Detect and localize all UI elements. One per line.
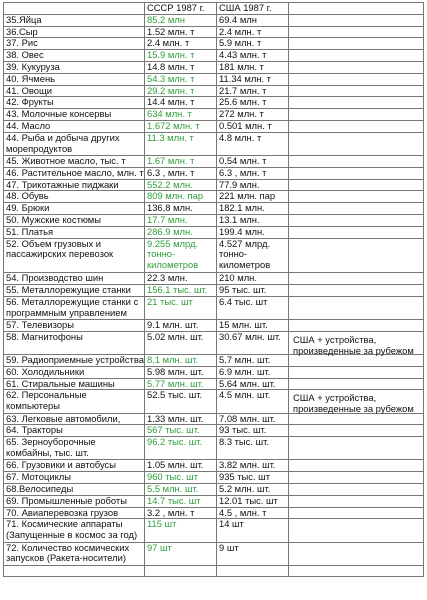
table-row: [4, 14, 424, 26]
note-cell: [289, 428, 424, 440]
usa-value-cell: 6.3 , млн. т: [217, 167, 289, 179]
ussr-value-cell: 136,8 млн.: [145, 203, 217, 215]
usa-value-cell: 7.08 млн. шт.: [217, 413, 289, 425]
note-cell: [289, 53, 424, 65]
note-cell: [289, 206, 424, 218]
ussr-value-cell: 15.9 млн. т: [145, 50, 217, 62]
usa-value-cell: [217, 565, 289, 577]
usa-value-cell: 221 млн. пар: [217, 191, 289, 203]
note-cell: [289, 194, 424, 206]
usa-value-cell: 15 млн. шт.: [217, 320, 289, 332]
note-cell: [289, 229, 424, 241]
note-cell: [289, 299, 424, 322]
usa-value-cell: 210 млн.: [217, 273, 289, 285]
ussr-value-cell: 5.02 млн. шт.: [145, 331, 217, 354]
indicator-cell: 44. Рыба и добыча других морепродуктов: [4, 132, 145, 155]
indicator-cell: 66. Грузовики и автобусы: [4, 460, 145, 472]
note-cell: [289, 276, 424, 288]
table-row: [4, 331, 424, 354]
indicator-cell: 48. Обувь: [4, 191, 145, 203]
ussr-value-cell: 17.7 млн.: [145, 214, 217, 226]
usa-value-cell: 0.54 млн. т: [217, 155, 289, 167]
usa-value-cell: 13.1 млн.: [217, 214, 289, 226]
indicator-cell: 38. Овес: [4, 50, 145, 62]
usa-value-cell: 69.4 млн: [217, 14, 289, 26]
note-cell: [289, 568, 424, 580]
indicator-cell: 58. Магнитофоны: [4, 331, 145, 354]
usa-value-cell: 4.43 млн. т: [217, 50, 289, 62]
ussr-value-cell: 14.7 тыс. шт: [145, 495, 217, 507]
comparison-table: [3, 2, 424, 577]
ussr-value-cell: 1.05 млн. шт.: [145, 460, 217, 472]
note-cell: [289, 440, 424, 463]
usa-value-cell: 199.4 млн.: [217, 226, 289, 238]
usa-value-cell: 5.7 млн. шт.: [217, 355, 289, 367]
indicator-cell: 61. Стиральные машины: [4, 378, 145, 390]
table-row: [4, 437, 424, 460]
note-cell: [289, 17, 424, 29]
usa-value-cell: 5.9 млн. т: [217, 38, 289, 50]
indicator-cell: 43. Молочные консервы: [4, 109, 145, 121]
ussr-value-cell: 286.9 млн.: [145, 226, 217, 238]
ussr-value-cell: 960 тыс. шт: [145, 472, 217, 484]
ussr-value-cell: 5.98 млн. шт.: [145, 366, 217, 378]
note-cell: [289, 323, 424, 335]
ussr-value-cell: 1.672 млн. т: [145, 120, 217, 132]
note-cell: [289, 241, 424, 276]
indicator-cell: 54. Производство шин: [4, 273, 145, 285]
indicator-cell: 36.Сыр: [4, 26, 145, 38]
note-cell: [289, 135, 424, 158]
usa-value-cell: 6.9 млн. шт.: [217, 366, 289, 378]
note-cell: [289, 112, 424, 124]
comparison-table-container: [3, 2, 423, 577]
usa-value-cell: 2.4 млн. т: [217, 26, 289, 38]
header-note-cell: [289, 3, 424, 15]
indicator-cell: 51. Платья: [4, 226, 145, 238]
note-cell: [289, 41, 424, 53]
usa-value-cell: 935 тыс. шт: [217, 472, 289, 484]
note-cell: [289, 29, 424, 41]
ussr-value-cell: 21 тыс. шт: [145, 296, 217, 319]
note-cell: [289, 475, 424, 487]
ussr-value-cell: 11.3 млн. т: [145, 132, 217, 155]
table-body: [4, 14, 424, 577]
indicator-cell: 65. Зерноуборочные комбайны, тыс. шт.: [4, 437, 145, 460]
header-ussr: СССР 1987 г.: [145, 3, 217, 15]
ussr-value-cell: 1.67 млн. т: [145, 155, 217, 167]
note-cell: США + устройства, произведенные за рубежом: [289, 393, 424, 416]
ussr-value-cell: 8.1 млн. шт.: [145, 355, 217, 367]
ussr-value-cell: 156.1 тыс. шт.: [145, 285, 217, 297]
note-cell: [289, 522, 424, 545]
table-row: [4, 238, 424, 273]
indicator-cell: 44. Масло: [4, 120, 145, 132]
usa-value-cell: 21.7 млн. т: [217, 85, 289, 97]
ussr-value-cell: 1.52 млн. т: [145, 26, 217, 38]
note-cell: [289, 416, 424, 428]
table-row: [4, 296, 424, 319]
usa-value-cell: 4.5 млн. шт.: [217, 390, 289, 413]
indicator-cell: 56. Металлорежущие станки с программным управлением: [4, 296, 145, 319]
indicator-cell: 45. Животное масло, тыс. т: [4, 155, 145, 167]
note-cell: [289, 123, 424, 135]
note-cell: [289, 182, 424, 194]
note-cell: [289, 88, 424, 100]
indicator-cell: 62. Персональные компьютеры: [4, 390, 145, 413]
usa-value-cell: 25.6 млн. т: [217, 97, 289, 109]
note-cell: [289, 369, 424, 381]
indicator-cell: 63. Легковые автомобили,: [4, 413, 145, 425]
note-cell: [289, 358, 424, 370]
usa-value-cell: 4.527 млрд. тонно-километров: [217, 238, 289, 273]
usa-value-cell: 8.3 тыс. шт.: [217, 437, 289, 460]
note-cell: [289, 217, 424, 229]
ussr-value-cell: 29.2 млн. т: [145, 85, 217, 97]
usa-value-cell: 4.5 , млн. т: [217, 507, 289, 519]
indicator-cell: 64. Тракторы: [4, 425, 145, 437]
usa-value-cell: 181 млн. т: [217, 61, 289, 73]
ussr-value-cell: 22.3 млн.: [145, 273, 217, 285]
indicator-cell: 37. Рис: [4, 38, 145, 50]
indicator-cell: 68.Велосипеды: [4, 484, 145, 496]
ussr-value-cell: 115 шт: [145, 519, 217, 542]
ussr-value-cell: 9.255 млрд. тонно-километров: [145, 238, 217, 273]
usa-value-cell: 4.8 млн. т: [217, 132, 289, 155]
note-cell: [289, 288, 424, 300]
table-header-row: [4, 3, 424, 15]
indicator-cell: 49. Брюки: [4, 203, 145, 215]
usa-value-cell: 0.501 млн. т: [217, 120, 289, 132]
indicator-cell: 41. Овощи: [4, 85, 145, 97]
note-cell: [289, 487, 424, 499]
ussr-value-cell: 5.77 млн. шт.: [145, 378, 217, 390]
usa-value-cell: 30.67 млн. шт.: [217, 331, 289, 354]
note-cell: [289, 76, 424, 88]
ussr-value-cell: 54.3 млн. т: [145, 73, 217, 85]
note-cell: [289, 545, 424, 568]
indicator-cell: 71. Космические аппараты (Запущенные в космос за год): [4, 519, 145, 542]
usa-value-cell: 77.9 млн.: [217, 179, 289, 191]
usa-value-cell: 93 тыс. шт.: [217, 425, 289, 437]
indicator-cell: 69. Промышленные роботы: [4, 495, 145, 507]
indicator-cell: 46. Растительное масло, млн. т: [4, 167, 145, 179]
note-cell: [289, 170, 424, 182]
indicator-cell: 52. Объем грузовых и пассажирских перевозок: [4, 238, 145, 273]
usa-value-cell: 3.82 млн. шт.: [217, 460, 289, 472]
usa-value-cell: 11.34 млн. т: [217, 73, 289, 85]
usa-value-cell: 5.64 млн. шт.: [217, 378, 289, 390]
ussr-value-cell: 2.4 млн. т: [145, 38, 217, 50]
indicator-cell: [4, 565, 145, 577]
usa-value-cell: 182.1 млн.: [217, 203, 289, 215]
indicator-cell: 59. Радиоприемные устройства: [4, 355, 145, 367]
usa-value-cell: 9 шт: [217, 542, 289, 565]
indicator-cell: 40. Ячмень: [4, 73, 145, 85]
note-cell: [289, 100, 424, 112]
ussr-value-cell: 97 шт: [145, 542, 217, 565]
usa-value-cell: 5.2 млн. шт.: [217, 484, 289, 496]
usa-value-cell: 14 шт: [217, 519, 289, 542]
usa-value-cell: 6.4 тыс. шт: [217, 296, 289, 319]
indicator-cell: 72. Количество космических запусков (Ракета-носители): [4, 542, 145, 565]
ussr-value-cell: 5.5 млн. шт.: [145, 484, 217, 496]
ussr-value-cell: 14.4 млн. т: [145, 97, 217, 109]
ussr-value-cell: 9.1 млн. шт.: [145, 320, 217, 332]
ussr-value-cell: 3.2 , млн. т: [145, 507, 217, 519]
ussr-value-cell: 567 тыс. шт.: [145, 425, 217, 437]
indicator-cell: 60. Холодильники: [4, 366, 145, 378]
indicator-cell: 50. Мужские костюмы: [4, 214, 145, 226]
ussr-value-cell: 809 млн. пар: [145, 191, 217, 203]
ussr-value-cell: 85.2 млн: [145, 14, 217, 26]
indicator-cell: 67. Мотоциклы: [4, 472, 145, 484]
indicator-cell: 55. Металлорежущие станки: [4, 285, 145, 297]
ussr-value-cell: 552.2 млн.: [145, 179, 217, 191]
note-cell: [289, 510, 424, 522]
note-cell: [289, 498, 424, 510]
usa-value-cell: 272 млн. т: [217, 109, 289, 121]
ussr-value-cell: 6.3 , млн. т: [145, 167, 217, 179]
indicator-cell: 39. Кукуруза: [4, 61, 145, 73]
ussr-value-cell: 52.5 тыс. шт.: [145, 390, 217, 413]
header-usa: США 1987 г.: [217, 3, 289, 15]
note-cell: [289, 463, 424, 475]
table-row: [4, 390, 424, 413]
usa-value-cell: 95 тыс. шт.: [217, 285, 289, 297]
note-cell: США + устройства, произведенные за рубежом: [289, 334, 424, 357]
note-cell: [289, 64, 424, 76]
table-row: [4, 519, 424, 542]
indicator-cell: 70. Авиаперевозка грузов: [4, 507, 145, 519]
header-indicator-cell: [4, 3, 145, 15]
ussr-value-cell: 634 млн. т: [145, 109, 217, 121]
table-row: [4, 542, 424, 565]
indicator-cell: 57. Телевизоры: [4, 320, 145, 332]
note-cell: [289, 158, 424, 170]
indicator-cell: 47. Трикотажные пиджаки: [4, 179, 145, 191]
note-cell: [289, 381, 424, 393]
table-row: [4, 132, 424, 155]
ussr-value-cell: [145, 565, 217, 577]
usa-value-cell: 12.01 тыс. шт: [217, 495, 289, 507]
indicator-cell: 42. Фрукты: [4, 97, 145, 109]
ussr-value-cell: 14.8 млн. т: [145, 61, 217, 73]
ussr-value-cell: 96.2 тыс. шт.: [145, 437, 217, 460]
indicator-cell: 35.Яйца: [4, 14, 145, 26]
ussr-value-cell: 1.33 млн. шт.: [145, 413, 217, 425]
